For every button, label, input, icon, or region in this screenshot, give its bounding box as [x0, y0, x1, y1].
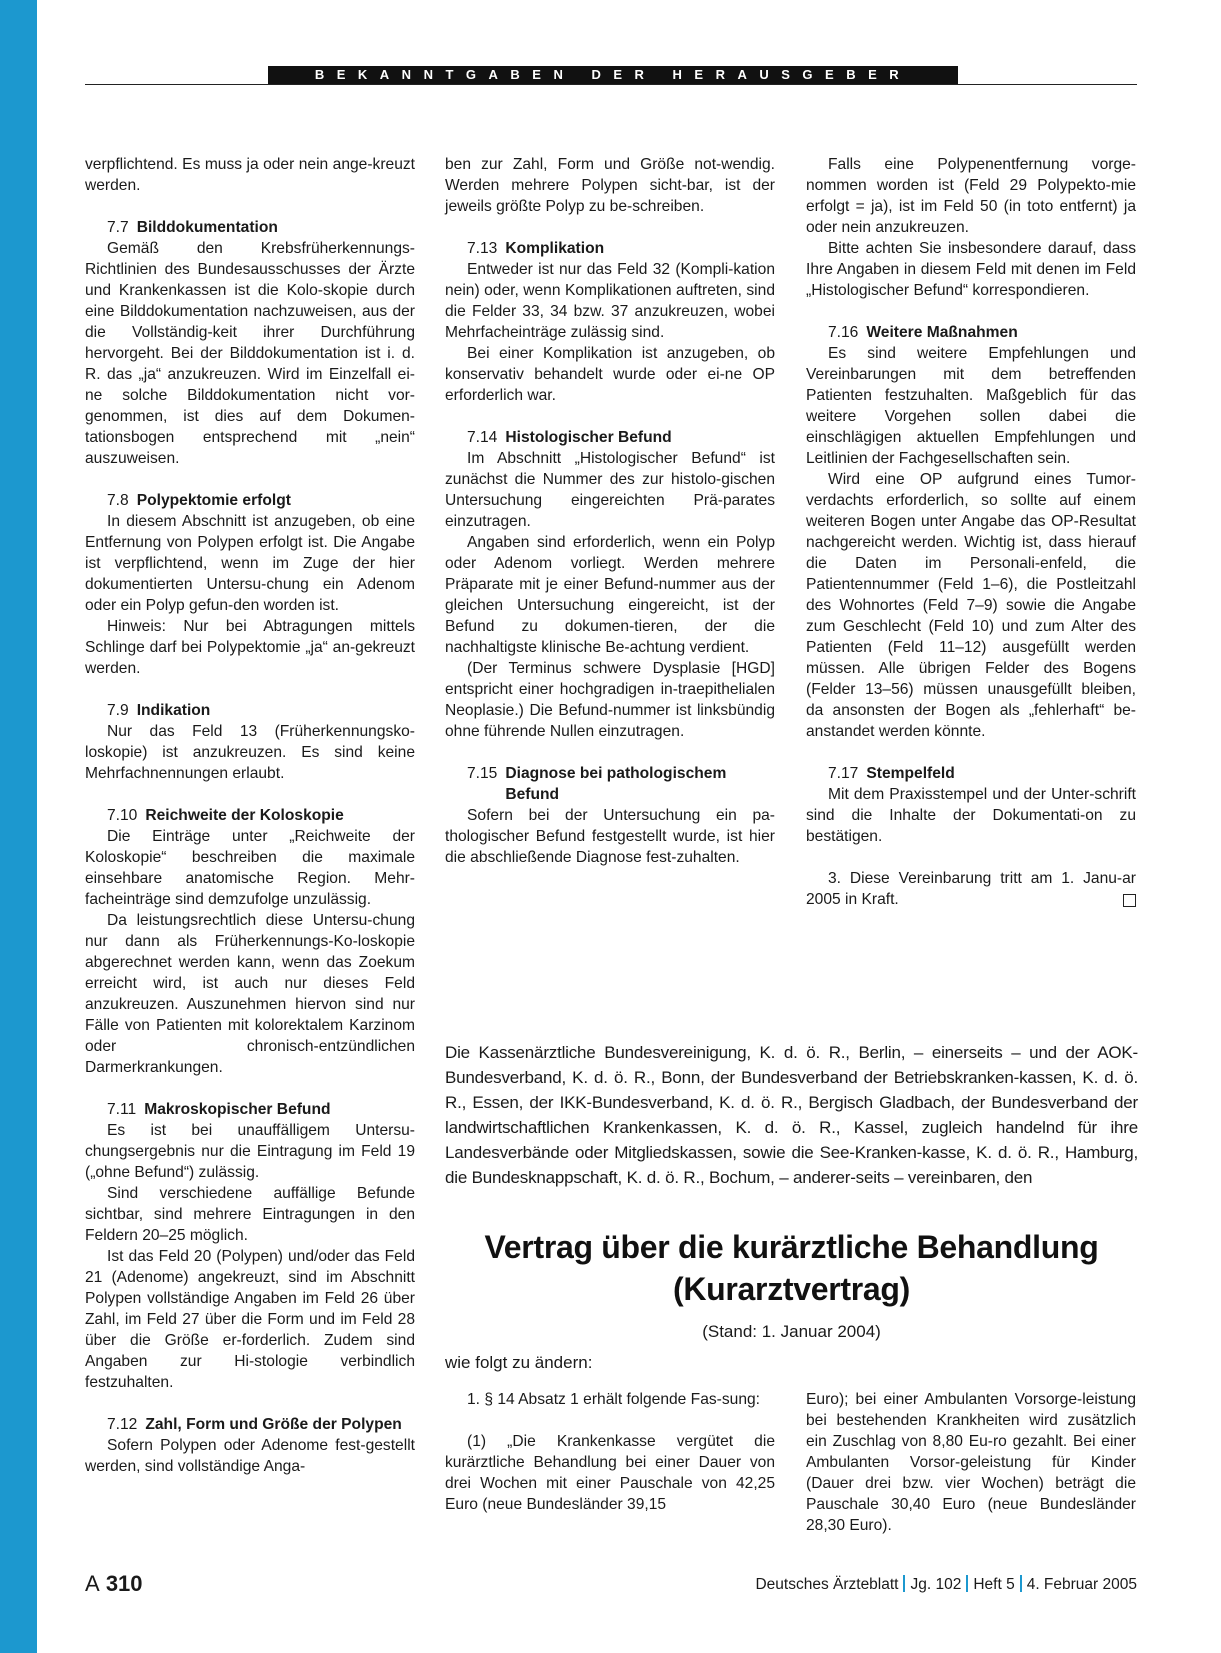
agreement-column-left — [445, 1389, 775, 1515]
paragraph: Sofern bei der Untersuchung ein pa-thologischer Befund festgestellt wurde, ist hier die abschließende Diagnose fest-zuhalten. — [445, 807, 775, 866]
end-of-article-square-icon — [1123, 894, 1136, 907]
agreement-column-right — [806, 1389, 1136, 1536]
section-title: Polypektomie erfolgt — [136, 492, 291, 509]
section-title: Diagnose bei pathologischem Befund — [505, 765, 727, 803]
section-heading-7-8 — [85, 490, 415, 511]
section-number: 7.16 — [828, 324, 859, 341]
section-title: Histologischer Befund — [505, 429, 672, 446]
journal-citation — [755, 1575, 1137, 1595]
section-title: Komplikation — [505, 240, 605, 257]
contract-title-line-1: Vertrag über die kurärztliche Behandlung — [484, 1229, 1099, 1265]
paragraph: Sofern Polypen oder Adenome fest-gestellt werden, sind vollständige Anga- — [85, 1437, 415, 1475]
spacer — [445, 1410, 775, 1431]
contract-title — [445, 1226, 1138, 1310]
section-number: 7.11 — [107, 1101, 137, 1118]
page-prefix: A — [85, 1571, 100, 1596]
section-title: Reichweite der Koloskopie — [145, 807, 344, 824]
section-heading-7-16 — [806, 322, 1136, 343]
paragraph: Da leistungsrechtlich diese Untersu-chung nur dann als Früherkennungs-Ko-loskopie abgerechnet werden kann, wenn das Zoekum erreicht wird, ist auch nur dieses Feld anzukreuzen. Auszunehmen hiervon sind nur Fälle von Patienten mit kolorektalem Karzinom oder chronisch-entzündlichen Darmerkrankungen. — [85, 912, 415, 1076]
section-heading-7-12 — [85, 1414, 415, 1435]
section-number: 7.8 — [107, 492, 129, 509]
paragraph: Gemäß den Krebsfrüherkennungs-Richtlinien des Bundesausschusses der Ärzte und Krankenkassen ist die Kolo-skopie durch eine Bilddokumentation nachzuweisen, aus der die Vollständig-keit ihrer Durchführung hervorgeht. Bei der Bilddokumentation ist i. d. R. das „ja“ anzukreuzen. Wird im Einzelfall ei-ne solche Bilddokumentation nicht vor-genommen, ist dies auf dem Dokumen-tationsbogen entsprechend mit „nein“ auszuweisen. — [85, 240, 415, 467]
section-title: Stempelfeld — [866, 765, 955, 782]
paragraph: Angaben sind erforderlich, wenn ein Polyp oder Adenom vorliegt. Werden mehrere Präparate mit je einer Befund-nummer aus der gleichen Untersuchung eingereicht, ist der Befund zu dokumen-tieren, der die nachhaltigste klinische Be-achtung verdient. — [445, 534, 775, 656]
paragraph: In diesem Abschnitt ist anzugeben, ob eine Entfernung von Polypen erfolgt ist. Die Angabe ist verpflichtend, wenn im Zuge der hier dokumentierten Untersu-chung ein Adenom oder ein Polyp gefun-den worden ist. — [85, 513, 415, 614]
journal-volume: Jg. 102 — [910, 1576, 962, 1593]
page-number-value: 310 — [105, 1571, 143, 1596]
section-number: 7.13 — [467, 240, 498, 257]
journal-issue: Heft 5 — [973, 1576, 1015, 1593]
section-number: 7.15 — [467, 765, 498, 782]
spacer — [806, 847, 1136, 868]
section-number: 7.10 — [107, 807, 138, 824]
section-number: 7.14 — [467, 429, 498, 446]
paragraph: Euro); bei einer Ambulanten Vorsorge-leistung bei bestehenden Krankheiten wird zusätzlich ein Zuschlag von 8,80 Eu-ro gezahlt. Bei einer Ambulanten Vorsor-geleistung für Kinder (Dauer drei bzw. vier Wochen) beträgt die Pauschale 30,40 Euro (neue Bundesländer 28,30 Euro). — [806, 1391, 1136, 1534]
journal-date: 4. Februar 2005 — [1026, 1576, 1137, 1593]
paragraph: Wird eine OP aufgrund eines Tumor-verdachts erforderlich, so sollte auf einem weiteren Bogen unter Angabe das OP-Resultat nachgereicht werden. Wichtig ist, dass hierauf die Daten im Personali-enfeld, die Patientennummer (Feld 1–6), die Postleitzahl des Wohnortes (Feld 7–9) sowie die Angabe zum Geschlecht (Feld 10) und zum Alter des Patienten (Feld 11–12) ausgefüllt werden müssen. Alle übrigen Felder des Bogens (Felder 13–56) müssen unausgefüllt bleiben, da ansonsten der Bogen als „fehlerhaft“ be-anstandet werden könnte. — [806, 471, 1136, 740]
paragraph: Bitte achten Sie insbesondere darauf, dass Ihre Angaben in diesem Feld mit denen im Feld „Histologischer Befund“ korrespondieren. — [806, 240, 1136, 299]
section-title: Indikation — [136, 702, 211, 719]
paragraph: 1. § 14 Absatz 1 erhält folgende Fas-sung: — [467, 1391, 761, 1408]
section-number: 7.7 — [107, 219, 129, 236]
paragraph: (Der Terminus schwere Dysplasie [HGD] entspricht einer hochgradigen in-traepithelialen Neoplasie.) Die Befund-nummer ist linksbündig ohne führende Nullen einzutragen. — [445, 660, 775, 740]
section-heading-7-14 — [445, 427, 775, 448]
text-column-1 — [85, 154, 415, 1477]
paragraph: Nur das Feld 13 (Früherkennungsko-loskopie) ist anzukreuzen. Es sind keine Mehrfachnennungen erlaubt. — [85, 723, 415, 782]
contract-status-date: (Stand: 1. Januar 2004) — [702, 1322, 881, 1341]
change-intro: wie folgt zu ändern: — [445, 1353, 593, 1372]
paragraph-text: 3. Diese Vereinbarung tritt am 1. Janu-ar 2005 in Kraft. — [806, 870, 1136, 908]
paragraph: Es sind weitere Empfehlungen und Vereinbarungen mit dem betreffenden Patienten festzuhalten. Maßgeblich für das weitere Vorgehen sollen dabei die einschlägigen aktuellen Empfehlungen und Leitlinien der Fachgesellschaften sein. — [806, 345, 1136, 467]
paragraph: Sind verschiedene auffällige Befunde sichtbar, sind mehrere Eintragungen in den Feldern 20–25 möglich. — [85, 1185, 415, 1244]
paragraph: Mit dem Praxisstempel und der Unter-schrift sind die Inhalte der Dokumentati-on zu bestätigen. — [806, 786, 1136, 845]
agreement-intro: Die Kassenärztliche Bundesvereinigung, K. d. ö. R., Berlin, – einerseits – und der AOK-Bundesverband, K. d. ö. R., Bonn, der Bundesverband der Betriebskranken-kassen, K. d. ö. R., Essen, der IKK-Bundesverband, K. d. ö. R., Bergisch Gladbach, der Bundesverband der landwirtschaftlichen Krankenkassen, K. d. ö. R., Kassel, zugleich handelnd für ihre Landesverbände oder Mitgliedskassen, sowie die See-Kranken-kasse, K. d. ö. R., Hamburg, die Bundesknappschaft, K. d. ö. R., Bochum, – anderer-seits – vereinbaren, den — [445, 1043, 1138, 1187]
journal-name: Deutsches Ärzteblatt — [755, 1576, 899, 1593]
section-header-band: BEKANNTGABEN DER HERAUSGEBER — [268, 66, 958, 84]
text-column-3 — [806, 154, 1136, 910]
paragraph: Es ist bei unauffälligem Untersu-chungsergebnis nur die Eintragung im Feld 19 („ohne Befund“) zulässig. — [85, 1122, 415, 1181]
section-title: Weitere Maßnahmen — [866, 324, 1018, 341]
paragraph: Die Einträge unter „Reichweite der Koloskopie“ beschreiben die maximale einsehbare anatomische Region. Mehr-facheinträge sind demzufolge unzulässig. — [85, 828, 415, 908]
section-number: 7.12 — [107, 1416, 138, 1433]
separator — [903, 1575, 905, 1592]
separator — [1020, 1575, 1022, 1592]
paragraph: (1) „Die Krankenkasse vergütet die kurärztliche Behandlung bei einer Dauer von drei Wochen mit einer Pauschale von 42,25 Euro (neue Bundesländer 39,15 — [445, 1433, 775, 1513]
section-heading-7-17 — [806, 763, 1136, 784]
page-number — [85, 1571, 143, 1597]
paragraph: Im Abschnitt „Histologischer Befund“ ist zunächst die Nummer des zur histolo-gischen Untersuchung eingereichten Prä-parates einzutragen. — [445, 450, 775, 530]
paragraph: Entweder ist nur das Feld 32 (Kompli-kation nein) oder, wenn Komplikationen auftreten, sind die Felder 33, 34 bzw. 37 anzukreuzen, wobei Mehrfacheinträge zulässig sind. — [445, 261, 775, 341]
header-rule — [85, 84, 1137, 85]
section-heading-7-10 — [85, 805, 415, 826]
paragraph: verpflichtend. Es muss ja oder nein ange-kreuzt werden. — [85, 156, 415, 194]
section-title: Zahl, Form und Größe der Polypen — [145, 1416, 402, 1433]
accent-sidebar-bar — [0, 0, 37, 1653]
section-title: Makroskopischer Befund — [144, 1101, 331, 1118]
section-title: Bilddokumentation — [136, 219, 278, 236]
section-number: 7.9 — [107, 702, 129, 719]
text-column-2 — [445, 154, 775, 868]
paragraph: ben zur Zahl, Form und Größe not-wendig. Werden mehrere Polypen sicht-bar, ist der jeweils größte Polyp zu be-schreiben. — [445, 156, 775, 215]
section-heading-7-11 — [85, 1099, 415, 1120]
separator — [966, 1575, 968, 1592]
section-heading-7-15 — [445, 763, 775, 805]
section-number: 7.17 — [828, 765, 859, 782]
paragraph: Ist das Feld 20 (Polypen) und/oder das Feld 21 (Adenome) angekreuzt, sind im Abschnitt Polypen vollständige Angaben im Feld 26 über Zahl, im Feld 27 über die Form und im Feld 28 über die Größe er-forderlich. Zudem sind Angaben zur Hi-stologie verbindlich festzuhalten. — [85, 1248, 415, 1391]
paragraph: Falls eine Polypenentfernung vorge-nommen worden ist (Feld 29 Polypekto-mie erfolgt = ja), ist im Feld 50 (in toto entfernt) ja oder nein anzukreuzen. — [806, 156, 1136, 236]
contract-title-line-2: (Kurarztvertrag) — [672, 1271, 911, 1307]
section-heading-7-9 — [85, 700, 415, 721]
paragraph: Hinweis: Nur bei Abtragungen mittels Schlinge darf bei Polypektomie „ja“ an-gekreuzt werden. — [85, 618, 415, 677]
section-heading-7-7 — [85, 217, 415, 238]
paragraph: Bei einer Komplikation ist anzugeben, ob konservativ behandelt wurde oder ei-ne OP erforderlich war. — [445, 345, 775, 404]
closing-paragraph — [806, 868, 1136, 910]
section-heading-7-13 — [445, 238, 775, 259]
